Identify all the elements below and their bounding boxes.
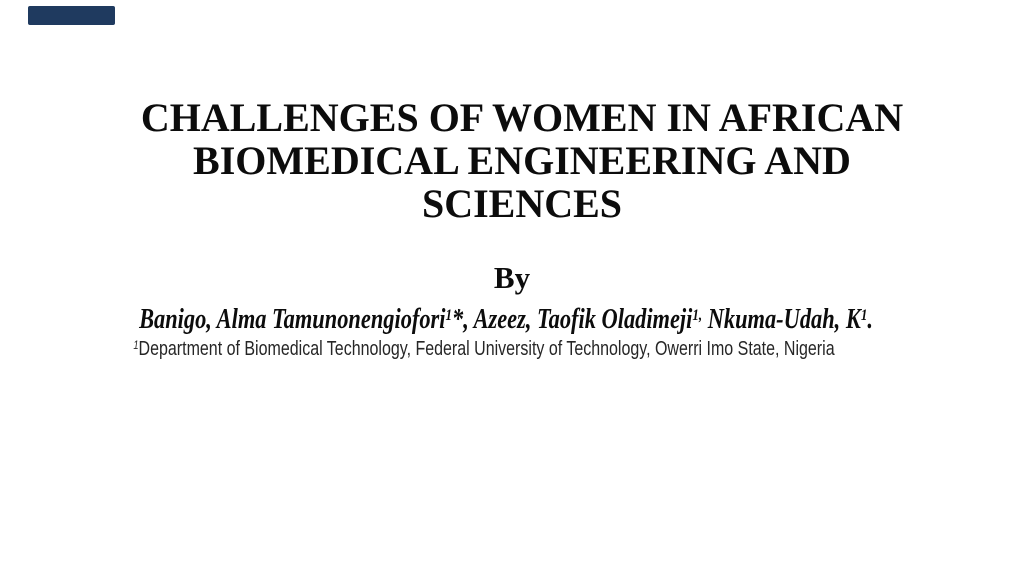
author-name-2: , Azeez, Taofik Oladimeji: [463, 304, 693, 335]
authors-end-period: .: [867, 304, 873, 335]
affiliation-superscript: 1: [133, 339, 139, 353]
title-line-3: SCIENCES: [421, 181, 623, 226]
author-name-3: Nkuma-Udah, K: [702, 304, 861, 335]
title-line-2: BIOMEDICAL ENGINEERING AND: [193, 138, 851, 183]
affiliation-text: Department of Biomedical Technology, Federal University of Technology, Owerri Imo State, Nigeria: [138, 338, 835, 360]
accent-bar: [28, 6, 115, 25]
title-line-1: CHALLENGES OF WOMEN IN AFRICAN: [140, 95, 904, 140]
author-2-superscript: 1,: [692, 305, 703, 324]
author-name-1: Banigo, Alma Tamunonengiofori: [139, 304, 446, 335]
author-3-superscript: 1: [860, 305, 868, 324]
slide-title: [10, 96, 1024, 225]
authors-line: [96, 304, 915, 339]
affiliation-line: [74, 338, 893, 363]
corresponding-author-asterisk: *: [452, 304, 464, 335]
author-1-superscript: 1: [445, 305, 452, 324]
byline: By: [493, 260, 531, 295]
